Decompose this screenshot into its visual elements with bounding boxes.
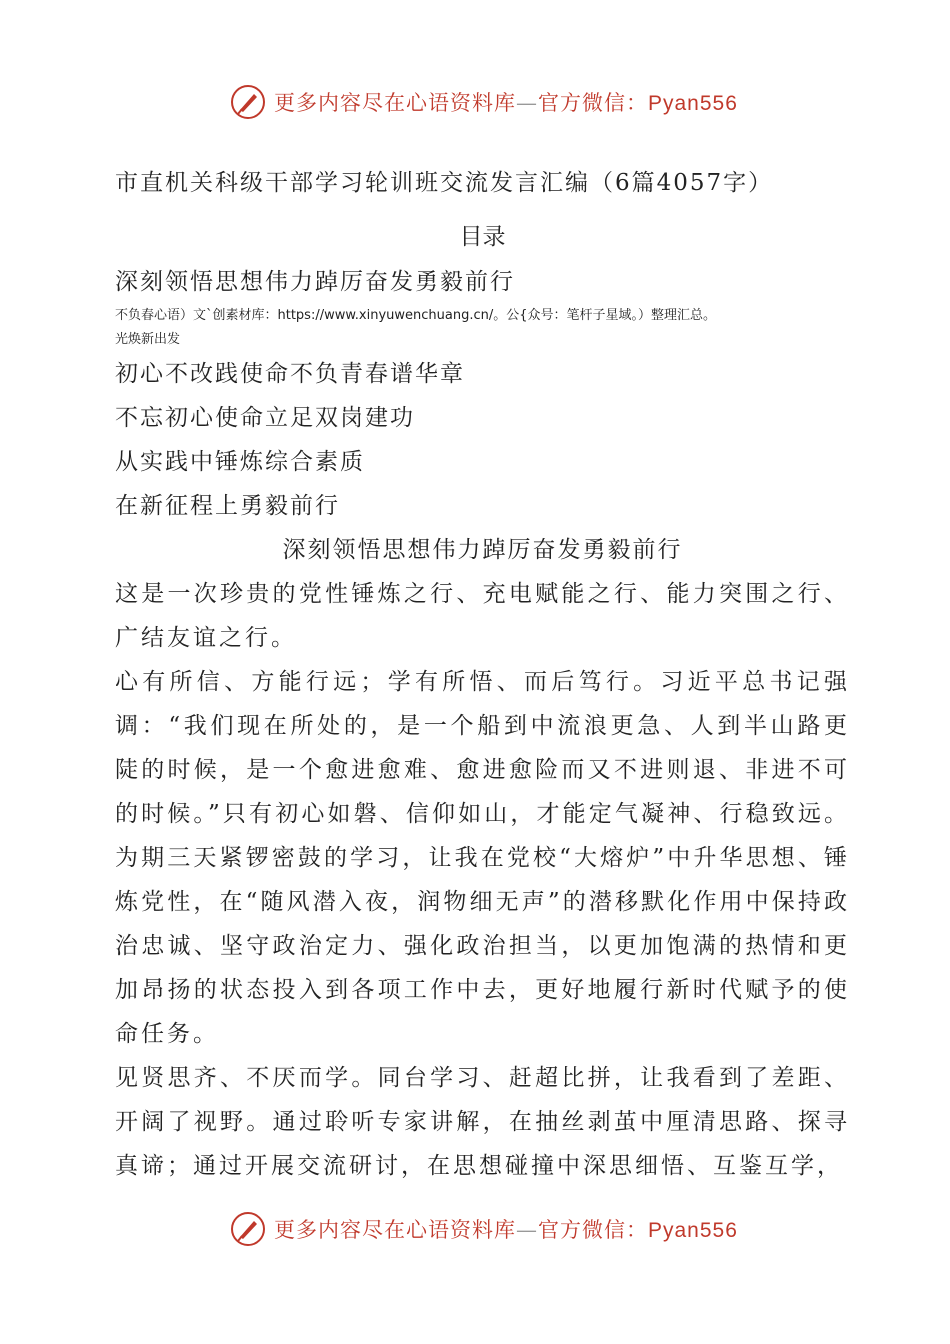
document-body (115, 160, 850, 1188)
toc-item: 在新征程上勇毅前行 (115, 493, 340, 519)
banner-text: 更多内容尽在心语资料库—官方微信：Pyan556 (274, 91, 738, 115)
section-title: 深刻领悟思想伟力踔厉奋发勇毅前行 (282, 537, 683, 563)
source-note: 不负春心语）文`创素材库：https://www.xinyuwenchuang.cn/。公{众号：笔杆子星域。）整理汇总。 (115, 308, 717, 323)
toc-item: 初心不改践使命不负青春谱华章 (115, 361, 465, 387)
header-banner (230, 82, 738, 122)
paragraph: 心有所信、方能行远；学有所悟、而后笃行。习近平总书记强调：“我们现在所处的，是一个船到中流浪更急、人到半山路更陡的时候，是一个愈进愈难、愈进愈险而又不进则退、非进不可的时候。”只有初心如磐、信仰如山，才能定气凝神、行稳致远。为期三天紧锣密鼓的学习，让我在党校“大熔炉”中升华思想、锤炼党性，在“随风潜入夜，润物细无声”的潜移默化作用中保持政治忠诚、坚守政治定力、强化政治担当，以更加饱满的热情和更加昂扬的状态投入到各项工作中去，更好地履行新时代赋予的使命任务。 (115, 669, 850, 1047)
toc-item: 从实践中锤炼综合素质 (115, 449, 365, 475)
source-note-cont: 光焕新出发 (115, 332, 181, 347)
paragraph: 见贤思齐、不厌而学。同台学习、赶超比拼，让我看到了差距、开阔了视野。通过聆听专家讲解，在抽丝剥茧中厘清思路、探寻真谛；通过开展交流研讨，在思想碰撞中深思细悟、互鉴互学， (115, 1065, 850, 1179)
banner-text: 更多内容尽在心语资料库—官方微信：Pyan556 (274, 1218, 738, 1242)
document-title: 市直机关科级干部学习轮训班交流发言汇编（6篇4057字） (115, 170, 774, 196)
footer-banner (230, 1209, 738, 1249)
pen-logo-icon (230, 84, 266, 120)
pen-logo-icon (230, 1211, 266, 1247)
paragraph: 这是一次珍贵的党性锤炼之行、充电赋能之行、能力突围之行、广结友谊之行。 (115, 581, 850, 651)
toc-heading: 目录 (459, 224, 506, 250)
toc-item: 不忘初心使命立足双岗建功 (115, 405, 415, 431)
toc-item: 深刻领悟思想伟力踔厉奋发勇毅前行 (115, 269, 515, 295)
